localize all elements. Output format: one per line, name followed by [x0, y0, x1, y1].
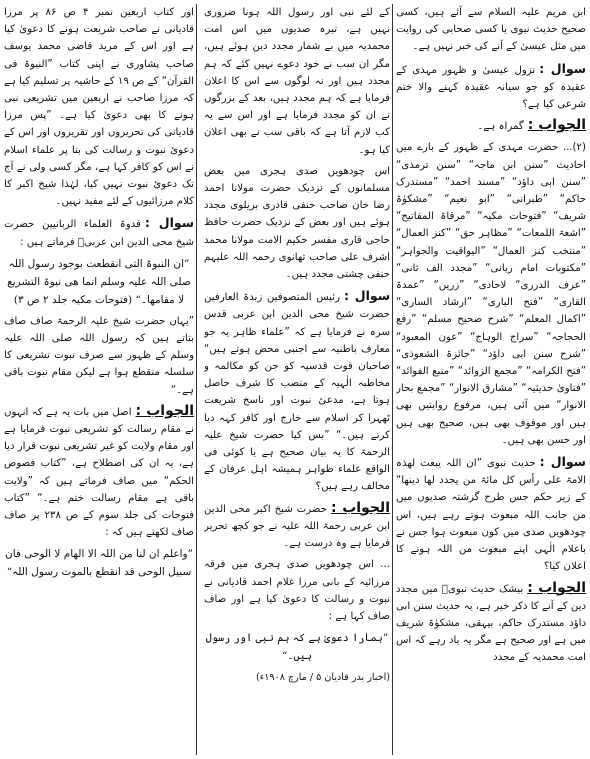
column-left [4, 4, 194, 755]
question-paragraph [396, 453, 586, 575]
answer-text: اصل میں بات یہ ہے کہ انہوں نے مقام رسالت کو تشریعی نبوت فرمایا ہے اور مقام ولایت کو غیر تشریعی نبوت قرار دیا ہے، یہ ان کی اصطلاح ہے، ”کتاب فصوص الحکم“ میں صاف فرماتے ہیں کہ ”ولایت باقی ہے مقام رسالت ختم ہے۔“ ”کتاب فتوحات کی جلد سوم کے ص ۲۳۸ پر صاف صاف لکھتے ہیں کہ : [4, 406, 194, 539]
answer-paragraph [4, 403, 194, 542]
question-text: حدیث نبوی ”ان اللہ یبعث لھذہ الامۃ علی رأس کل مائۃ من یجدد لھا دینھا“ کے زیر حکم جس طرح گزشتہ صدیوں میں من جانب اللہ مبعوث ہوتے رہے ہیں، اس چودھویں صدی میں کون مبعوث ہوا جس نے باعلام الٰہی اپنے مبعوث من اللہ ہونے کا اعلان کیا؟ [396, 458, 586, 573]
page [4, 4, 586, 755]
arabic-quote: ”ان النبوۃ التی انقطعت بوجود رسول اللہ صلی اللہ علیہ وسلم انما ھی نبوۃ التشریع لا مقامھا۔“ (فتوحات مکیہ جلد ۲ ص ۳) [7, 257, 191, 306]
answer-paragraph [396, 117, 586, 135]
column-divider [196, 4, 197, 755]
question-paragraph [4, 214, 194, 250]
answer-label: الجواب : [331, 499, 390, 516]
answer-label: الجواب : [527, 117, 586, 134]
body-paragraph: ابن مریم علیہ السلام سے آئے ہیں، کسی صحیح حدیث نبوی یا کسی صحابی کی روایت میں مثل عیسیٰ کے آنے کی خبر نہیں ہے۔ [396, 7, 586, 53]
body-paragraph: اور کتاب اربعین نمبر ۴ ص ۸۶ پر مرزا قادیانی نے صاحب شریعت ہونے کا دعویٰ کیا ہے اور اس کے مرید قاضی محمد یوسف صاحب پشاوری نے اپنی کتاب ”النبوۃ فی القرآن“ کے ص ۱۹ کے حاشیہ پر تسلیم کیا ہے کہ مرزا صاحب نے اربعین میں تشریعی نبی ہونے کا بھی دعویٰ کیا ہے۔ ”پس مرزا قادیانی کی تحریروں اور تقریروں اور اس کے دعویٔ نبوت و رسالت کی بنا پر علماء اسلام نے اس کو کافر کہا ہے، مگر کسی ولی نے آج تک دعویٔ نبوت نہیں کیا، لہٰذا شیخ اکبر کا کلام مرزائیوں کے لئے مفید نہیں۔ [4, 7, 194, 208]
question-text: قدوۃ العلماء الربانیین حضرت شیخ محی الدین ابن عربیؒ فرماتے ہیں : [4, 219, 194, 248]
answer-text: بیشک حدیث نبویؐ میں مجدد دین کے آنے کا ذکر خیر ہے، یہ حدیث سنن ابی داؤد مستدرک حاکم، بیہقی، مشکوٰۃ شریف میں ہے اور صحیح ہے مگر یہ یاد رہے کہ اس امت محمدیہ کے مجدد [396, 583, 586, 664]
body-paragraph: اس چودھویں صدی ہجری میں بعض مسلمانوں کے نزدیک حضرت مولانا احمد رضا خان صاحب حنفی قادری بریلوی مجدد ہوئے ہیں اور بعض کے نزدیک حضرت حافظ حاجی قاری مفسر حکیم الامت مولانا محمد اشرف علی صاحب تھانوی رحمہ اللہ علیہم حنفی چشتی مجدد ہیں۔ [204, 165, 390, 281]
column-divider [392, 4, 393, 755]
body-paragraph: ”یہاں حضرت شیخ علیہ الرحمۃ صاف صاف بتاتے ہیں کہ رسول اللہ صلی اللہ علیہ وسلم کے ظہور سے صرف نبوت تشریعی کا سلسلہ منقطع ہوا ہے لیکن مقام نبوت باقی ہے۔“ [4, 315, 194, 396]
answer-paragraph [204, 500, 390, 553]
arabic-quote: ”ہمارا دعویٰ ہے کہ ہم نبی اور رسول ہیں۔“ [205, 632, 389, 663]
answer-label: الجواب : [527, 579, 586, 596]
answer-paragraph [396, 580, 586, 667]
question-label: سوال : [344, 288, 390, 304]
answer-text: حضرت شیخ اکبر محی الدین ابن عربی رحمۃ اللہ علیہ نے جو کچھ تحریر فرمایا ہے وہ درست ہے۔ [204, 503, 390, 550]
arabic-quote: ”واعلم ان لنا من اللہ الا الھام لا الوحی فان سبیل الوحی قد انقطع بالموت رسول اللہ“ [5, 548, 193, 579]
question-label: سوال : [539, 60, 586, 76]
citation: (اخبار بدر قادیان ۵ / مارچ ۱۹۰۸ء) [255, 672, 390, 684]
answer-text: گمراہ ہے۔ [477, 121, 524, 133]
column-middle [204, 4, 390, 755]
question-text: نزول عیسیٰ و ظہور مہدی کے عقیدہ کو جو سیانہ عقیدہ کہنے والا ختم شرعی کیا ہے؟ [396, 64, 586, 111]
body-paragraph: (۲)... حضرت مہدی کے ظہور کے بارے میں احادیث ”سنن ابن ماجہ“ ”سنن ترمذی“ ”سنن ابی داؤد“ ”مسند احمد“ ”مستدرک حاکم“ ”طبرانی“ ”ابو نعیم“ ”مشکوٰۃ شریف“ ”فتوحات مکیہ“ ”مرقاۃ المفاتیح“ ”اشعۃ اللمعات“ ”مظاہر حق“ ”کنز العمال“ ”منتخب کنز العمال“ ”الیواقیت والجواہر“ ”مکتوبات امام ربانی“ ”مجدد الف ثانی“ ”عرف الدرری“ لاحادی“ ”زرین“ ”عمدۃ القاری“ ”فتح الباری“ ”ارشاد الساری“ ”اکمال المعلم“ ”شرح صحیح مسلم“ ”رفع الحجاجہ“ ”سراج الوہاج“ ”عون المعبود“ ”شرح سنن ابی داؤد“ ”جائزۃ الشعوذی“ ”فتح الکرامہ“ ”مجمع الزوائد“ ”منبع الفوائد“ ”فتاویٰ حدیثیہ“ ”مشارق الانوار“ ”مجمع بحار الانوار“ میں آئی ہیں، مرفوع روایتیں بھی ہیں اور موقوف بھی ہیں، صحیح بھی ہیں اور حسن بھی ہیں۔ [396, 142, 586, 446]
question-text: رئیس المتصوفین زبدۃ العارفین حضرت شیخ محی الدین ابن عربی قدس سرہ نے فرمایا ہے کہ ”علماء ظاہر یہ جو معارف باطنیہ سے اجنبی محض ہوتے ہیں“ صاحبان قوت قدسیہ کو جن کو مکالمہ و مخاطبہ الٰہیہ کے منصب کا شرف حاصل ہوتا ہے، مدعیٔ نبوت اور ناسخ شریعت ٹھہرا کر اسلام سے خارج اور کافر کہہ دیا کرتے ہیں۔“ ”بس کیا حضرت شیخ علیہ الرحمۃ کا یہ بیان صحیح ہے یا کوئی فی الواقع علماء ظواہر ہمیشہ اہل عرفان کے مخالف رہے ہیں؟ [204, 292, 390, 493]
body-paragraph: ... اس چودھویں صدی ہجری میں فرقہ مرزائیہ کے بانی مرزا غلام احمد قادیانی نے نبوت و رسالت کا دعویٰ کیا ہے اور صاف صاف کہا ہے : [204, 559, 390, 622]
answer-label: الجواب : [135, 402, 194, 419]
question-label: سوال : [539, 454, 586, 470]
question-paragraph [396, 60, 586, 114]
question-paragraph [204, 287, 390, 495]
column-right [396, 4, 586, 755]
question-label: سوال : [144, 215, 194, 231]
body-paragraph: کے لئے نبی اور رسول اللہ ہونا ضروری نہیں ہے، تیرہ صدیوں میں اس امت محمدیہ میں بے شمار مجدد دین ہوئے ہیں، مگر ان سب نے خود دعوے نہیں کئے کہ ہم مجدد ہیں اور نہ لوگوں سے اس کا اعلان فرمایا ہے کہ ہم مجدد ہیں، بعد کے بزرگوں نے ان کو مجدد فرمایا ہے اور اس سے یہ کب لازم آتا ہے کہ باقی سب نے بھی اعلان کیا ہو۔ [204, 7, 390, 156]
